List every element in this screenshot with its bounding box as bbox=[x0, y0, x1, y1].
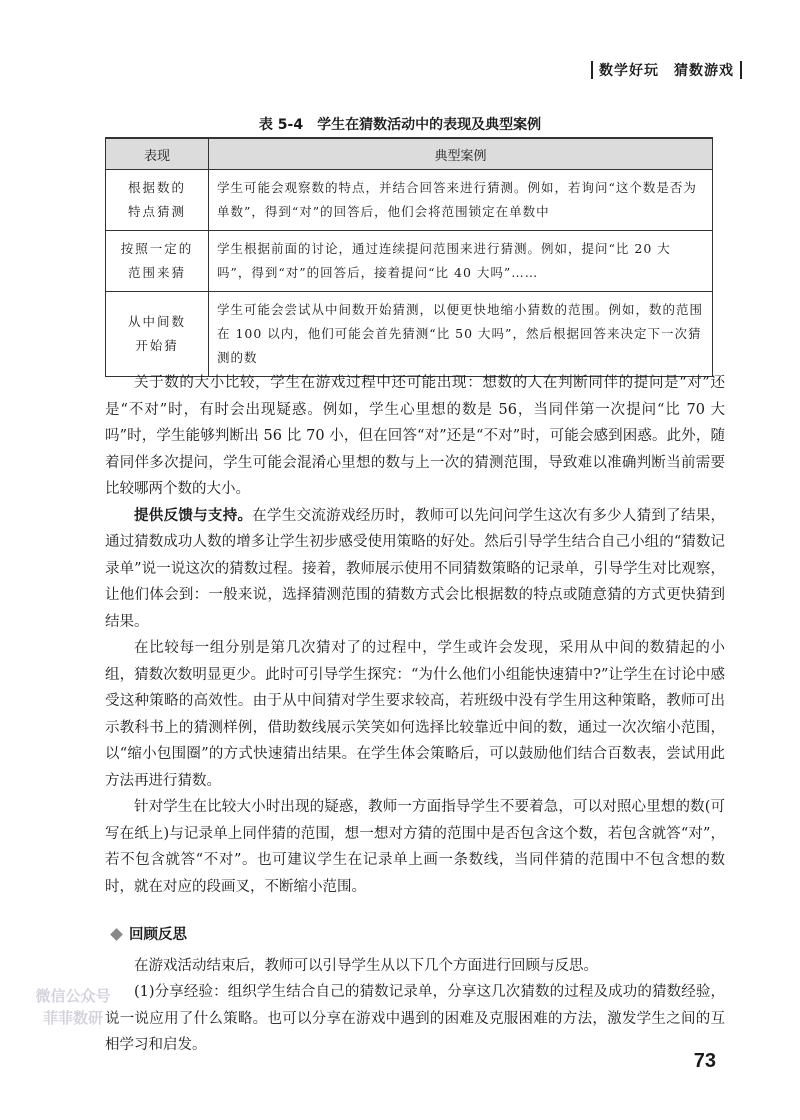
paragraph: 在比较每一组分别是第几次猜对了的过程中，学生或许会发现，采用从中间的数猜起的小组，猜数次数明显更少。此时可引导学生探究：“为什么他们小组能快速猜中?”让学生在讨论中感受这种策略的高效性。由于从中间猜对学生要求较高，若班级中没有学生用这种策略，教师可出示教科书上的猜测样例，借助数线展示笑笑如何选择比较靠近中间的数，通过一次次缩小范围，以“缩小包围圈”的方式快速猜出结果。在学生体会策略后，可以鼓励他们结合百数表，尝试用此方法再进行猜数。 bbox=[105, 640, 725, 789]
watermark-line: 微信公众号 bbox=[35, 987, 111, 1005]
header-case: 典型案例 bbox=[209, 139, 713, 170]
table-caption-number: 表 5-4 bbox=[258, 117, 304, 133]
header-performance: 表现 bbox=[106, 139, 209, 170]
paragraph: (1)分享经验：组织学生结合自己的猜数记录单，分享这几次猜数的过程及成功的猜数经验，说一说应用了什么策略。也可以分享在游戏中遇到的困难及克服困难的方法，激发学生之间的互相学习和启发。 bbox=[105, 984, 725, 1053]
diamond-icon bbox=[111, 929, 123, 941]
row-performance: 按照一定的 范围来猜 bbox=[106, 231, 209, 292]
section-title bbox=[111, 922, 725, 949]
body-text bbox=[105, 370, 725, 1059]
section-title-text: 回顾反思 bbox=[129, 927, 187, 943]
row-case: 学生可能会尝试从中间数开始猜测，以便更快地缩小猜数的范围。例如，数的范围在 100 以内，他们可能会首先猜测“比 50 大吗”，然后根据回答来决定下一次猜测的数 bbox=[209, 292, 713, 377]
table-caption-text: 学生在猜数活动中的表现及典型案例 bbox=[317, 117, 542, 133]
row-case: 学生根据前面的讨论，通过连续提问范围来进行猜测。例如，提问“比 20 大吗”，得到“对”的回答后，接着提问“比 40 大吗”…… bbox=[209, 231, 713, 292]
row-performance: 根据数的 特点猜测 bbox=[106, 170, 209, 231]
header-bar-left bbox=[591, 61, 593, 79]
cases-table bbox=[105, 138, 713, 377]
row-performance: 从中间数 开始猜 bbox=[106, 292, 209, 377]
paragraph: 在游戏活动结束后，教师可以引导学生从以下几个方面进行回顾与反思。 bbox=[134, 957, 598, 974]
paragraph-lead: 提供反馈与支持。 bbox=[134, 507, 253, 524]
paragraph bbox=[105, 503, 725, 636]
table-row bbox=[106, 170, 713, 231]
table-row bbox=[106, 292, 713, 377]
row-case: 学生可能会观察数的特点，并结合回答来进行猜测。例如，若询问“这个数是否为单数”，得到“对”的回答后，他们会将范围锁定在单数中 bbox=[209, 170, 713, 231]
watermark-line: 菲菲数研 bbox=[42, 1009, 103, 1027]
paragraph: 针对学生在比较大小时出现的疑惑，教师一方面指导学生不要着急，可以对照心里想的数(可写在纸上)与记录单上同伴猜的范围，想一想对方猜的范围中是否包含这个数，若包含就答“对”，若不包含就答“不对”。也可建议学生在记录单上画一条数线，当同伴猜的范围中不包含想的数时，就在对应的段画叉，不断缩小范围。 bbox=[105, 799, 725, 895]
running-header bbox=[591, 60, 742, 80]
table-caption bbox=[0, 114, 800, 134]
paragraph: 关于数的大小比较，学生在游戏过程中还可能出现：想数的人在判断同伴的提问是“对”还是“不对”时，有时会出现疑惑。例如，学生心里想的数是 56，当同伴第一次提问“比 70 大吗”时，学生能够判断出 56 比 70 小，但在回答“对”还是“不对”时，可能会感到困惑。此外，随着同伴多次提问，学生可能会混淆心里想的数与上一次的猜测范围，导致难以准确判断当前需要比较哪两个数的大小。 bbox=[105, 375, 725, 497]
header-bar-right bbox=[740, 61, 742, 79]
watermark bbox=[18, 985, 128, 1039]
page-number: 73 bbox=[693, 1050, 716, 1072]
table-row bbox=[106, 231, 713, 292]
paragraph-body: 在学生交流游戏经历时，教师可以先问问学生这次有多少人猜到了结果，通过猜数成功人数的增多让学生初步感受使用策略的好处。然后引导学生结合自己小组的“猜数记录单”说一说这次的猜数过程。接着，教师展示使用不同猜数策略的记录单，引导学生对比观察，让他们体会到：一般来说，选择猜测范围的猜数方式会比根据数的特点或随意猜的方式更快猜到结果。 bbox=[105, 507, 726, 630]
table-header-row bbox=[106, 139, 713, 170]
header-text: 数学好玩 猜数游戏 bbox=[599, 63, 734, 79]
